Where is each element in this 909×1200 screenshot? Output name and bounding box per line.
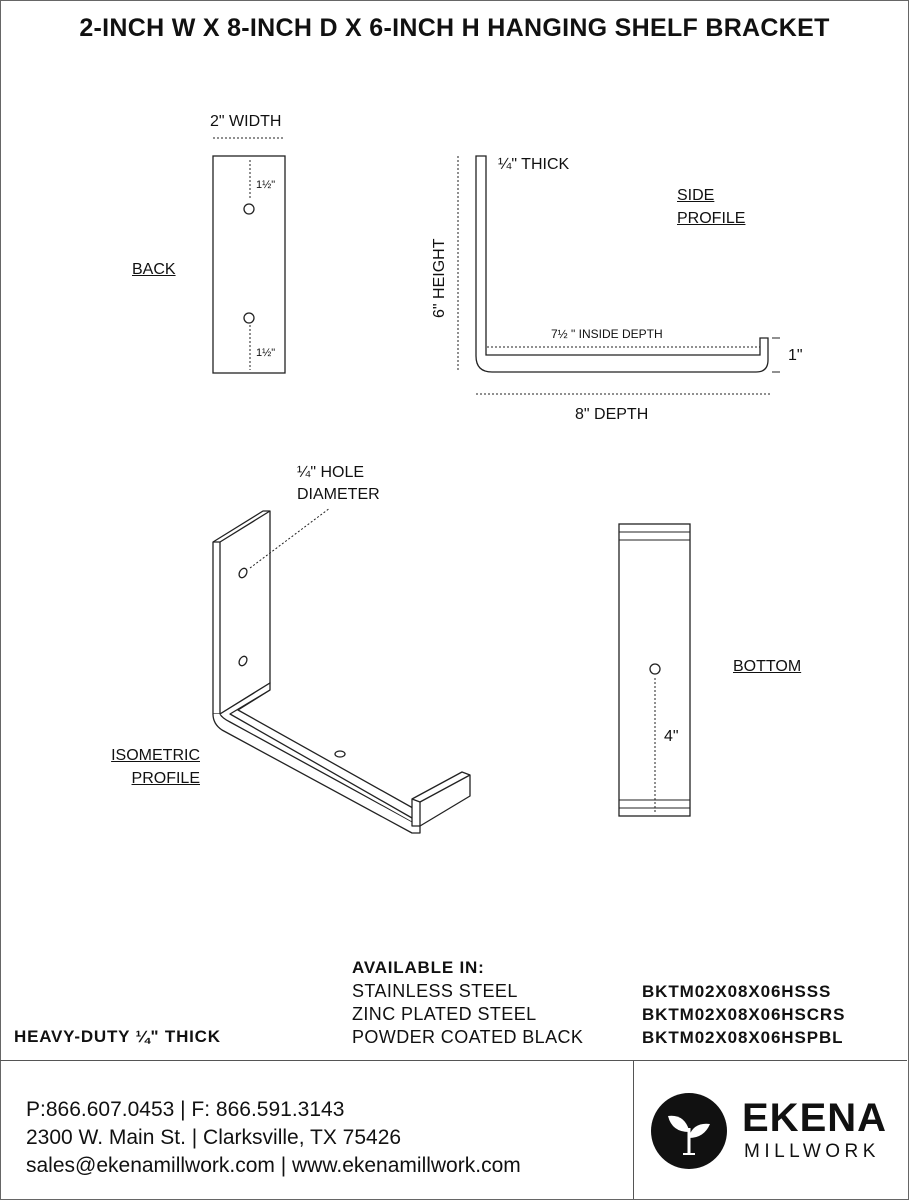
back-width-label: 2" WIDTH [210,113,282,130]
hole-diameter-label-line1: ¼" HOLE [297,464,365,481]
heavy-duty-tagline: HEAVY-DUTY ¼" THICK [14,1027,221,1046]
side-view-label-line1: SIDE [677,187,715,204]
hole-diameter-label-line2: DIAMETER [297,486,380,503]
contact-address: 2300 W. Main St. | Clarksville, TX 75426 [26,1126,402,1149]
page-title: 2-INCH W X 8-INCH D X 6-INCH H HANGING SHELF BRACKET [79,14,830,42]
sku-code: BKTM02X08X06HSSS [642,982,832,1001]
thickness-label: ¼" THICK [498,156,570,173]
brand-subtitle: MILLWORK [744,1141,880,1162]
lip-height-label: 1" [788,347,803,364]
depth-label: 8" DEPTH [575,406,649,423]
side-view-drawing [458,156,780,394]
back-view-label: BACK [132,261,176,278]
available-heading: AVAILABLE IN: [352,958,485,977]
leaf-sprout-icon [650,1092,728,1170]
iso-shelf-hole [335,751,345,757]
contact-web: sales@ekenamillwork.com | www.ekenamillwork.com [26,1154,521,1177]
back-top-offset: 1½" [256,179,276,191]
back-view-drawing [213,138,285,373]
bottom-view-label: BOTTOM [733,658,802,675]
brand-name: EKENA [742,1096,888,1140]
isometric-view-drawing [213,508,470,833]
material-item: STAINLESS STEEL [352,981,518,1001]
material-item: ZINC PLATED STEEL [352,1004,537,1024]
bottom-view-drawing [619,524,690,816]
isometric-label-line1: ISOMETRIC [111,747,200,764]
isometric-label-line2: PROFILE [131,770,200,787]
height-label: 6" HEIGHT [431,238,448,318]
inside-depth-label: 7½ " INSIDE DEPTH [551,327,663,341]
bottom-hole-offset: 4" [664,728,679,745]
material-item: POWDER COATED BLACK [352,1027,584,1047]
sku-code: BKTM02X08X06HSPBL [642,1028,844,1047]
sku-code: BKTM02X08X06HSCRS [642,1005,846,1024]
contact-phone-fax: P:866.607.0453 | F: 866.591.3143 [26,1098,345,1121]
back-bottom-offset: 1½" [256,347,276,359]
side-view-label-line2: PROFILE [677,210,746,227]
footer-divider [633,1060,634,1199]
